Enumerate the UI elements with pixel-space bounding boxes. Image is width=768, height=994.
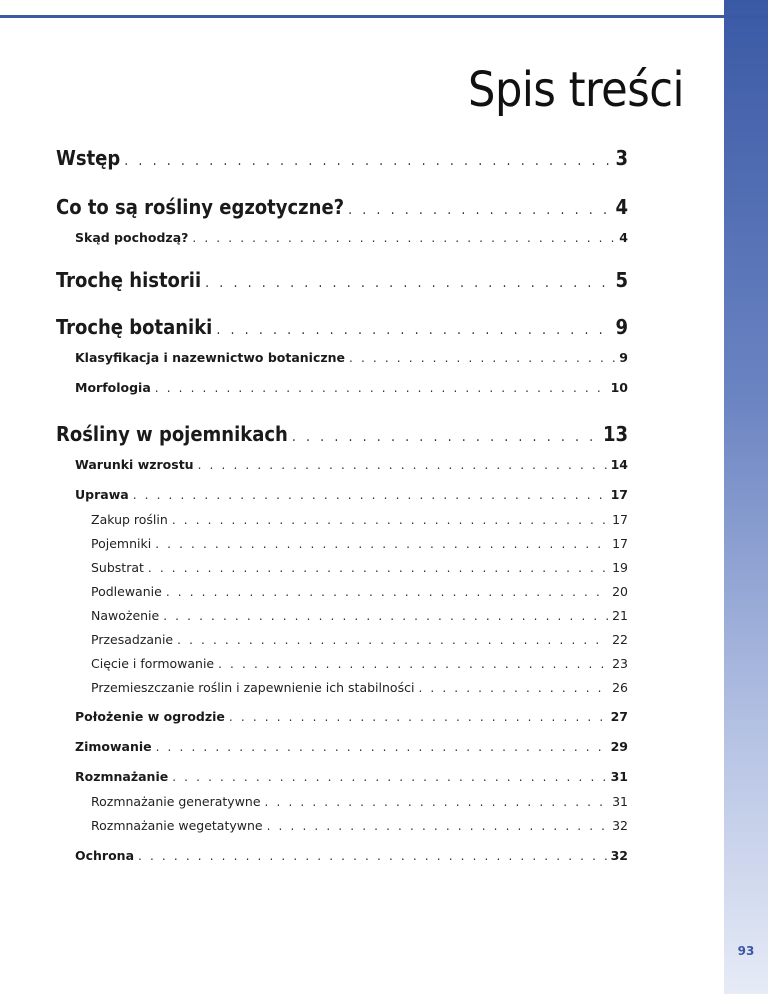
toc-entry-label: Trochę botaniki	[56, 315, 213, 339]
dot-leader	[172, 513, 608, 527]
toc-entry-page: 19	[612, 560, 628, 575]
dot-leader	[172, 770, 606, 784]
toc-entry[interactable]	[75, 350, 628, 365]
toc-entry-label: Zakup roślin	[91, 512, 168, 527]
toc-entry-page: 5	[615, 268, 628, 292]
toc-entry[interactable]	[91, 560, 628, 575]
toc-entry[interactable]	[75, 769, 628, 784]
dot-leader	[292, 429, 599, 445]
dot-leader	[418, 681, 608, 695]
toc-entry-page: 10	[610, 380, 628, 395]
dot-leader	[267, 819, 608, 833]
toc-entry[interactable]	[75, 487, 628, 502]
dot-leader	[163, 609, 608, 623]
page-title: Spis treści	[468, 62, 684, 118]
toc-entry[interactable]	[91, 584, 628, 599]
toc-entry[interactable]	[56, 195, 628, 219]
dot-leader	[166, 585, 608, 599]
dot-leader	[229, 710, 607, 724]
toc-entry-label: Rozmnażanie generatywne	[91, 794, 261, 809]
toc-entry-label: Zimowanie	[75, 739, 152, 754]
dot-leader	[155, 381, 607, 395]
toc-entry-label: Wstęp	[56, 146, 121, 170]
toc-entry-page: 21	[612, 608, 628, 623]
toc-entry-label: Podlewanie	[91, 584, 162, 599]
dot-leader	[124, 153, 611, 169]
dot-leader	[198, 458, 607, 472]
toc-entry[interactable]	[75, 380, 628, 395]
side-band	[724, 0, 768, 994]
page-number: 93	[737, 944, 755, 958]
dot-leader	[218, 657, 608, 671]
dot-leader	[177, 633, 608, 647]
dot-leader	[205, 275, 611, 291]
toc-entry[interactable]	[75, 848, 628, 863]
dot-leader	[349, 351, 615, 365]
toc-entry[interactable]	[75, 230, 628, 245]
toc-entry[interactable]	[56, 422, 628, 446]
toc-entry-page: 14	[610, 457, 628, 472]
toc-entry-page: 9	[615, 315, 628, 339]
toc-entry-page: 17	[612, 536, 628, 551]
toc-entry[interactable]	[91, 680, 628, 695]
toc-entry[interactable]	[91, 608, 628, 623]
toc-entry-label: Położenie w ogrodzie	[75, 709, 225, 724]
toc-entry-label: Rozmnażanie	[75, 769, 169, 784]
toc-entry[interactable]	[91, 536, 628, 551]
toc-entry-page: 20	[612, 584, 628, 599]
dot-leader	[133, 488, 607, 502]
toc-entry-label: Rozmnażanie wegetatywne	[91, 818, 263, 833]
toc-entry[interactable]	[91, 656, 628, 671]
side-band-tick	[724, 15, 768, 18]
dot-leader	[192, 231, 615, 245]
toc-entry-label: Cięcie i formowanie	[91, 656, 215, 671]
toc-entry[interactable]	[91, 512, 628, 527]
toc-entry-page: 13	[602, 422, 628, 446]
toc-entry[interactable]	[75, 739, 628, 754]
toc-entry-label: Nawożenie	[91, 608, 160, 623]
toc-entry-page: 26	[612, 680, 628, 695]
toc-entry-page: 3	[615, 146, 628, 170]
dot-leader	[148, 561, 608, 575]
toc-entry-page: 32	[610, 848, 628, 863]
toc-entry-label: Morfologia	[75, 380, 151, 395]
dot-leader	[138, 849, 607, 863]
toc-entry-label: Rośliny w pojemnikach	[56, 422, 288, 446]
toc-entry-page: 4	[615, 195, 628, 219]
toc-entry-label: Klasyfikacja i nazewnictwo botaniczne	[75, 350, 346, 365]
toc-entry[interactable]	[91, 794, 628, 809]
toc-entry-page: 31	[610, 769, 628, 784]
toc-entry-label: Substrat	[91, 560, 144, 575]
toc-entry-label: Warunki wzrostu	[75, 457, 194, 472]
toc-entry-page: 9	[619, 350, 628, 365]
toc-entry[interactable]	[75, 709, 628, 724]
toc-entry-page: 17	[612, 512, 628, 527]
dot-leader	[155, 537, 608, 551]
dot-leader	[216, 322, 611, 338]
toc-entry[interactable]	[56, 315, 628, 339]
dot-leader	[265, 795, 609, 809]
toc-entry-label: Przesadzanie	[91, 632, 174, 647]
toc-entry-page: 29	[610, 739, 628, 754]
toc-entry[interactable]	[91, 632, 628, 647]
toc-entry-label: Skąd pochodzą?	[75, 230, 189, 245]
toc-entry-label: Co to są rośliny egzotyczne?	[56, 195, 345, 219]
toc-entry-page: 27	[610, 709, 628, 724]
toc-entry-page: 22	[612, 632, 628, 647]
toc-entry[interactable]	[91, 818, 628, 833]
toc-entry-page: 23	[612, 656, 628, 671]
toc-entry[interactable]	[56, 146, 628, 170]
toc-entry[interactable]	[75, 457, 628, 472]
toc-entry-page: 31	[612, 794, 628, 809]
toc-entry-page: 4	[619, 230, 628, 245]
toc-entry-page: 32	[612, 818, 628, 833]
toc-entry-label: Ochrona	[75, 848, 135, 863]
dot-leader	[156, 740, 607, 754]
dot-leader	[348, 202, 611, 218]
toc-entry-label: Przemieszczanie roślin i zapewnienie ich stabilności	[91, 680, 415, 695]
toc-entry-page: 17	[610, 487, 628, 502]
toc-entry-label: Trochę historii	[56, 268, 202, 292]
toc-entry[interactable]	[56, 268, 628, 292]
toc-entry-label: Pojemniki	[91, 536, 152, 551]
toc-entry-label: Uprawa	[75, 487, 129, 502]
